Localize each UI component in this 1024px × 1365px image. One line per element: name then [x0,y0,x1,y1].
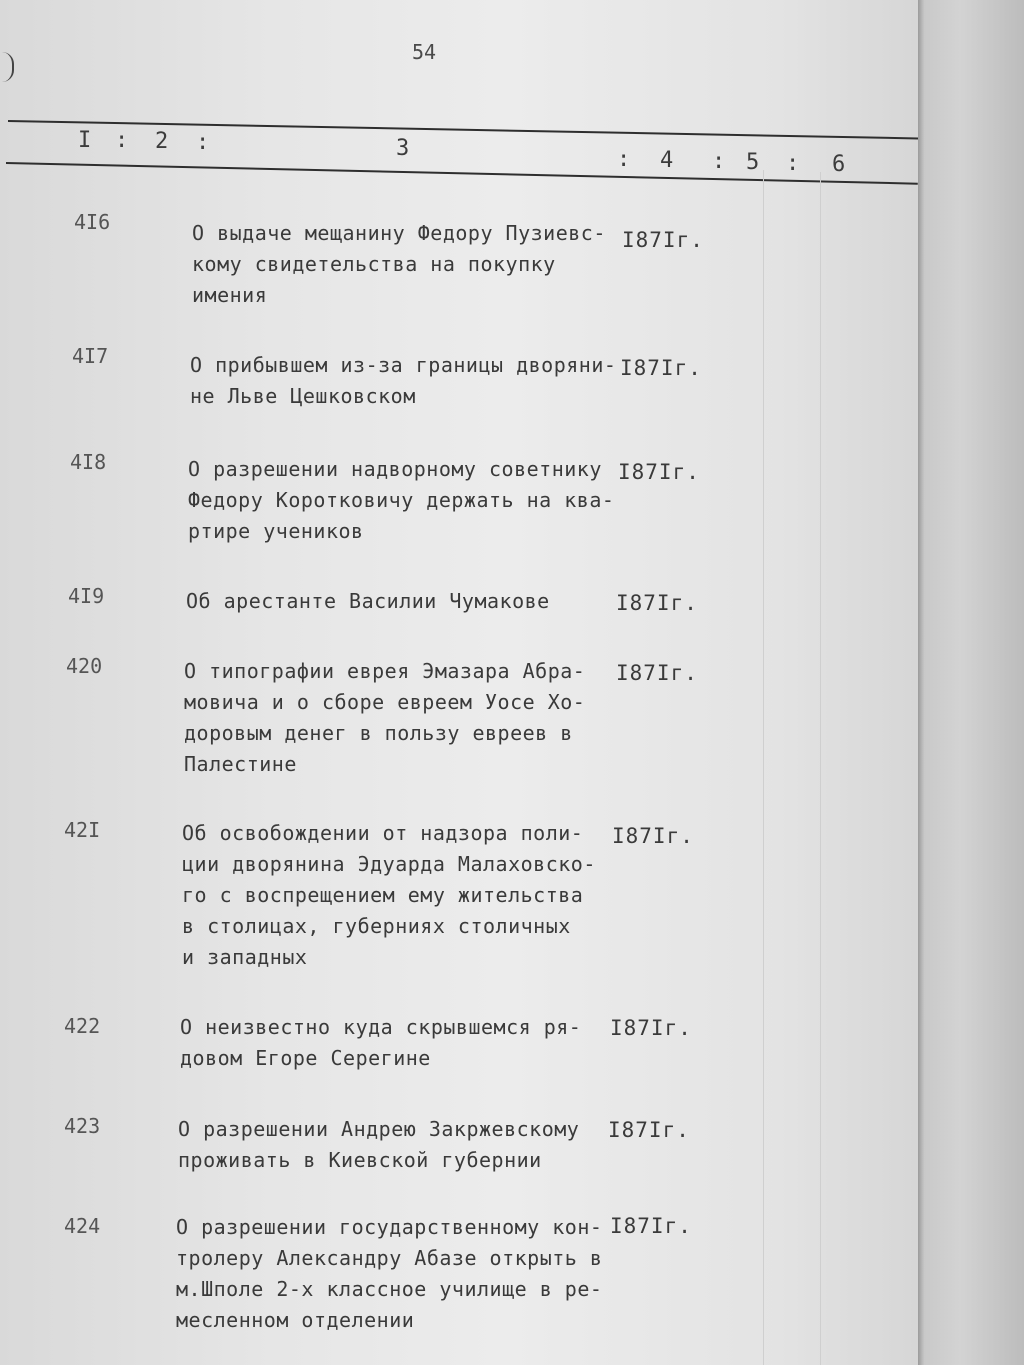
header-col-6: 6 [832,152,846,177]
header-bottom-rule [6,162,918,185]
entry-number: 422 [64,1014,101,1038]
header-sep: : [786,151,800,176]
entry-title: Об арестанте Василии Чумакове [186,589,550,613]
entry-title: О разрешении государственному кон- тролеру Александру Абазе открыть в м.Шполе 2-х классное училище в ре- месленном отделении [176,1215,603,1332]
entry-year: I87Iг. [622,228,704,252]
entry-number: 420 [66,654,103,678]
header-sep: : [712,149,726,174]
entry-year: I87Iг. [616,661,698,685]
header-col-5: 5 [746,150,760,175]
next-page-edge [918,0,1024,1365]
entry-number: 4I6 [74,210,111,234]
binding-mark [0,52,14,82]
entry-number: 42I [64,818,101,842]
entry-year: I87Iг. [610,1016,692,1040]
entry-number: 4I9 [68,584,105,608]
page-number: 54 [412,40,437,64]
column-divider [820,172,821,1365]
header-sep: : [617,147,631,172]
entry-number: 4I7 [72,344,109,368]
entry-year: I87Iг. [612,824,694,848]
header-col-1: I [78,128,92,153]
header-col-3: 3 [396,136,410,161]
entry-number: 424 [64,1214,101,1238]
entry-year: I87Iг. [620,356,702,380]
entry-year: I87Iг. [618,460,700,484]
entry-year: I87Iг. [608,1118,690,1142]
entry-title: О неизвестно куда скрывшемся ря- довом Егоре Серегине [180,1015,582,1070]
entry-number: 4I8 [70,450,107,474]
column-divider [763,170,764,1365]
header-col-4: 4 [660,148,674,173]
entry-year: I87Iг. [610,1214,692,1238]
entry-title: О разрешении Андрею Закржевскому проживать в Киевской губернии [178,1117,580,1172]
entry-number: 423 [64,1114,101,1138]
entry-title: О выдаче мещанину Федору Пузиевс- кому свидетельства на покупку имения [192,221,606,307]
header-sep: : [196,130,210,155]
entry-year: I87Iг. [616,591,698,615]
entry-title: О прибывшем из-за границы дворяни- не Льве Цешковском [190,353,617,408]
header-col-2: 2 [155,129,169,154]
entry-title: О типографии еврея Эмазара Абра- мовича и о сборе евреем Уосе Хо- доровым денег в пользу евреев в Палестине [184,659,586,776]
header-sep: : [115,128,129,153]
entry-title: О разрешении надворному советнику Федору Коротковичу держать на ква- ртире учеников [188,457,615,543]
entry-title: Об освобождении от надзора поли- ции дворянина Эдуарда Малаховско- го с воспрещением ему жительства в столицах, губерниях столичных и западных [182,821,596,969]
header-top-rule [8,120,918,140]
